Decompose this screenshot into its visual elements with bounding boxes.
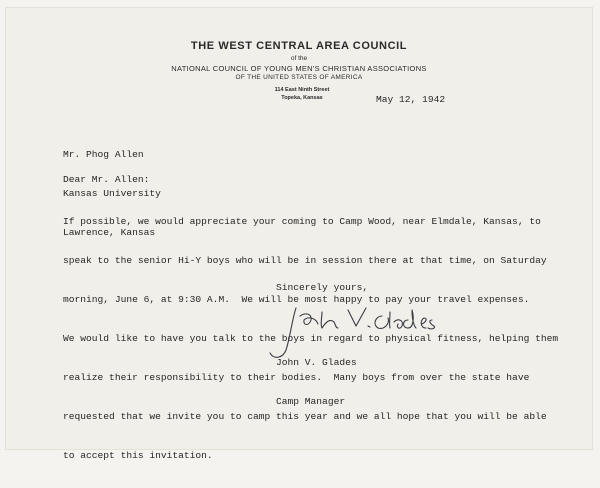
- signer-block: [276, 330, 357, 434]
- body-line: We would like to have you talk to the boys in regard to physical fitness, helping them: [63, 333, 559, 344]
- body-line: realize their responsibility to their bodies. Many boys from over the state have: [63, 372, 530, 383]
- signer-name: John V. Glades: [276, 357, 357, 368]
- body-line: requested that we invite you to camp this year and we all hope that you will be able: [63, 411, 547, 422]
- salutation: Dear Mr. Allen:: [63, 174, 150, 185]
- letter-date: May 12, 1942: [376, 94, 446, 105]
- letterhead-city: Topeka, Kansas: [281, 95, 323, 101]
- letterhead-of: of the: [290, 55, 308, 62]
- body-line: speak to the senior Hi-Y boys who will be in session there at that time, on Saturday: [63, 255, 547, 266]
- body-line: to accept this invitation.: [63, 450, 213, 461]
- recipient-line: Kansas University: [63, 188, 161, 199]
- letterhead-org: THE WEST CENTRAL AREA COUNCIL: [190, 40, 408, 52]
- recipient-line: Lawrence, Kansas: [63, 227, 156, 238]
- letterhead-country: OF THE UNITED STATES OF AMERICA: [235, 74, 363, 81]
- signer-title: Camp Manager: [276, 396, 346, 407]
- recipient-line: Mr. Phog Allen: [63, 149, 144, 160]
- letterhead-parent: NATIONAL COUNCIL OF YOUNG MEN'S CHRISTIAN ASSOCIATIONS: [171, 64, 427, 73]
- body-line: morning, June 6, at 9:30 A.M. We will be most happy to pay your travel expenses.: [63, 294, 530, 305]
- letterhead-street: 114 East Ninth Street: [274, 87, 330, 93]
- closing: Sincerely yours,: [276, 282, 369, 293]
- letter-page: [6, 8, 592, 461]
- body-line: If possible, we would appreciate your coming to Camp Wood, near Elmdale, Kansas, to: [63, 216, 541, 227]
